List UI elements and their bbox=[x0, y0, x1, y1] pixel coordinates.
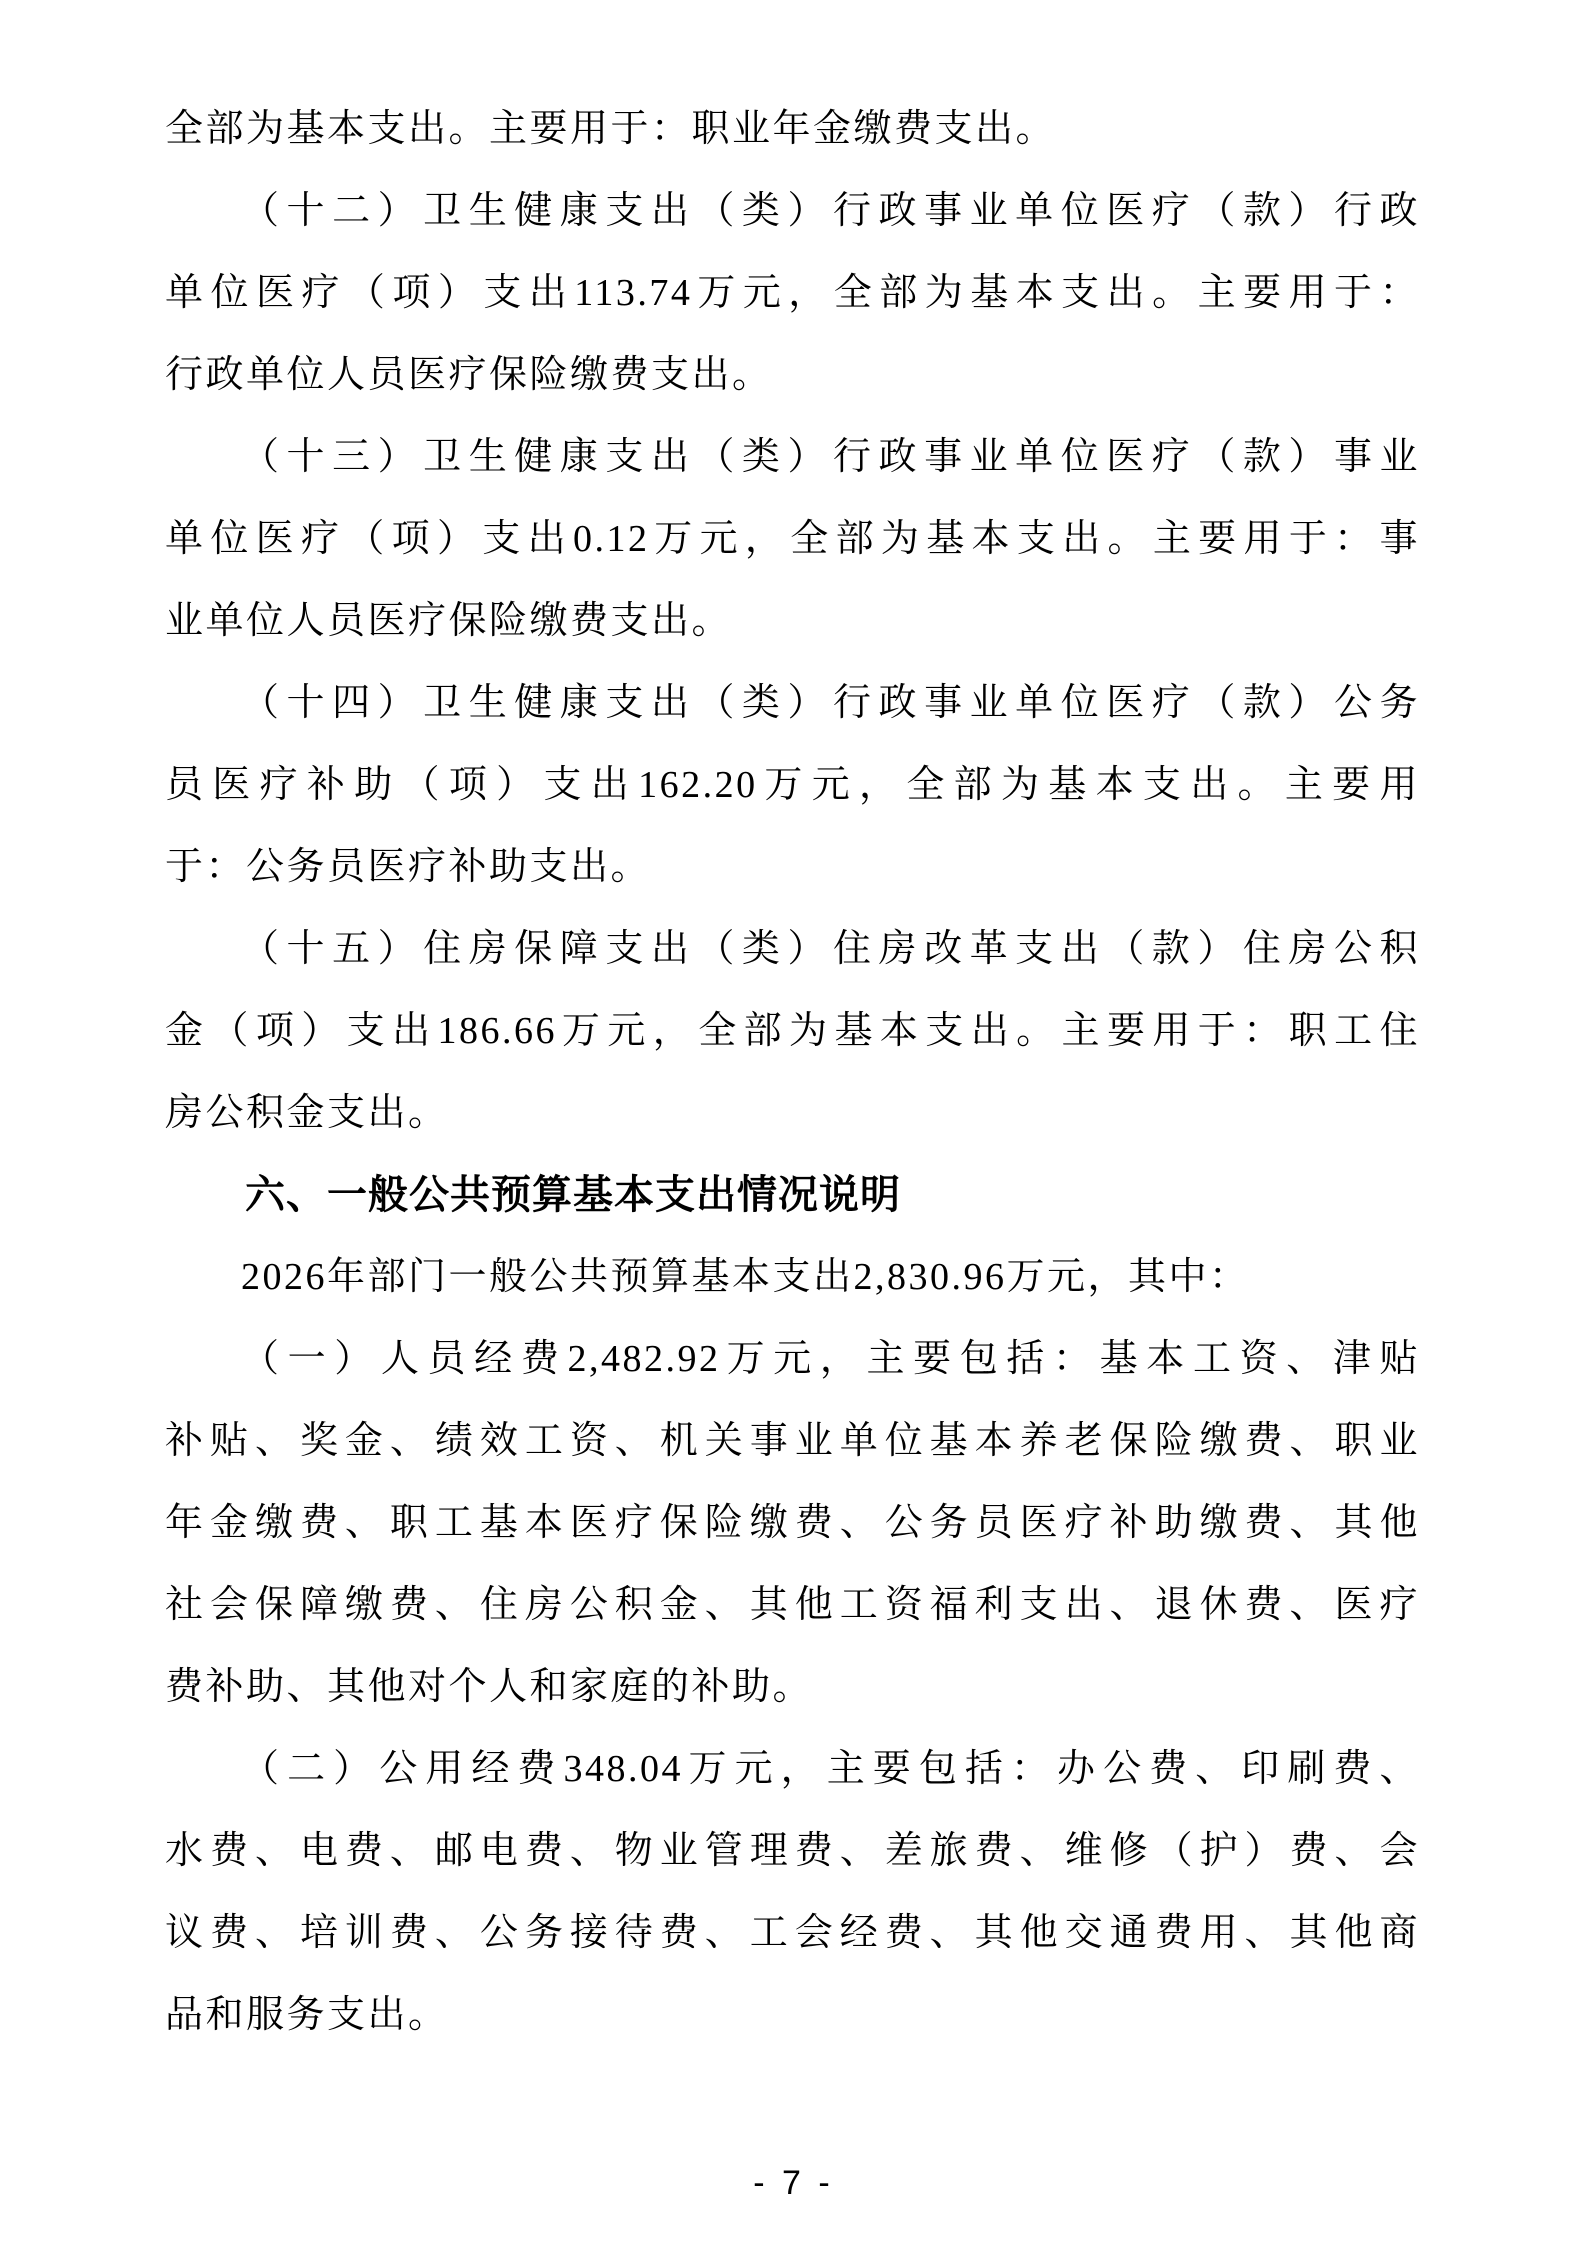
body-line: 于：公务员医疗补助支出。 bbox=[165, 846, 652, 888]
body-line: （一）人员经费2,482.92万元，主要包括：基本工资、津贴 bbox=[241, 1338, 1420, 1380]
body-line: 社会保障缴费、住房公积金、其他工资福利支出、退休费、医疗 bbox=[165, 1584, 1420, 1626]
body-line: 金（项）支出186.66万元，全部为基本支出。主要用于：职工住 bbox=[165, 1010, 1420, 1052]
body-line: 议费、培训费、公务接待费、工会经费、其他交通费用、其他商 bbox=[165, 1912, 1420, 1954]
body-line: 年金缴费、职工基本医疗保险缴费、公务员医疗补助缴费、其他 bbox=[165, 1502, 1420, 1544]
body-line: 单位医疗（项）支出113.74万元，全部为基本支出。主要用于： bbox=[165, 272, 1420, 314]
body-line: 水费、电费、邮电费、物业管理费、差旅费、维修（护）费、会 bbox=[165, 1830, 1420, 1872]
page-number: - 7 - bbox=[753, 2164, 834, 2202]
body-line: 2026年部门一般公共预算基本支出2,830.96万元，其中： bbox=[241, 1256, 1250, 1298]
body-line: 全部为基本支出。主要用于：职业年金缴费支出。 bbox=[165, 108, 1057, 150]
body-line: （十四）卫生健康支出（类）行政事业单位医疗（款）公务 bbox=[241, 682, 1420, 724]
body-line: （十三）卫生健康支出（类）行政事业单位医疗（款）事业 bbox=[241, 436, 1420, 478]
body-line: 费补助、其他对个人和家庭的补助。 bbox=[165, 1666, 814, 1708]
section-heading: 六、一般公共预算基本支出情况说明 bbox=[245, 1173, 901, 1217]
body-line: 补贴、奖金、绩效工资、机关事业单位基本养老保险缴费、职业 bbox=[165, 1420, 1420, 1462]
document-body bbox=[165, 88, 1420, 2056]
body-line: （二）公用经费348.04万元，主要包括：办公费、印刷费、 bbox=[241, 1748, 1420, 1790]
body-line: 品和服务支出。 bbox=[165, 1994, 449, 2036]
body-line: 单位医疗（项）支出0.12万元，全部为基本支出。主要用于：事 bbox=[165, 518, 1420, 560]
body-line: 业单位人员医疗保险缴费支出。 bbox=[165, 600, 733, 642]
body-line: （十二）卫生健康支出（类）行政事业单位医疗（款）行政 bbox=[241, 190, 1420, 232]
body-line: 房公积金支出。 bbox=[165, 1092, 449, 1134]
body-line: （十五）住房保障支出（类）住房改革支出（款）住房公积 bbox=[241, 928, 1420, 970]
body-line: 员医疗补助（项）支出162.20万元，全部为基本支出。主要用 bbox=[165, 764, 1420, 806]
body-line: 行政单位人员医疗保险缴费支出。 bbox=[165, 354, 773, 396]
